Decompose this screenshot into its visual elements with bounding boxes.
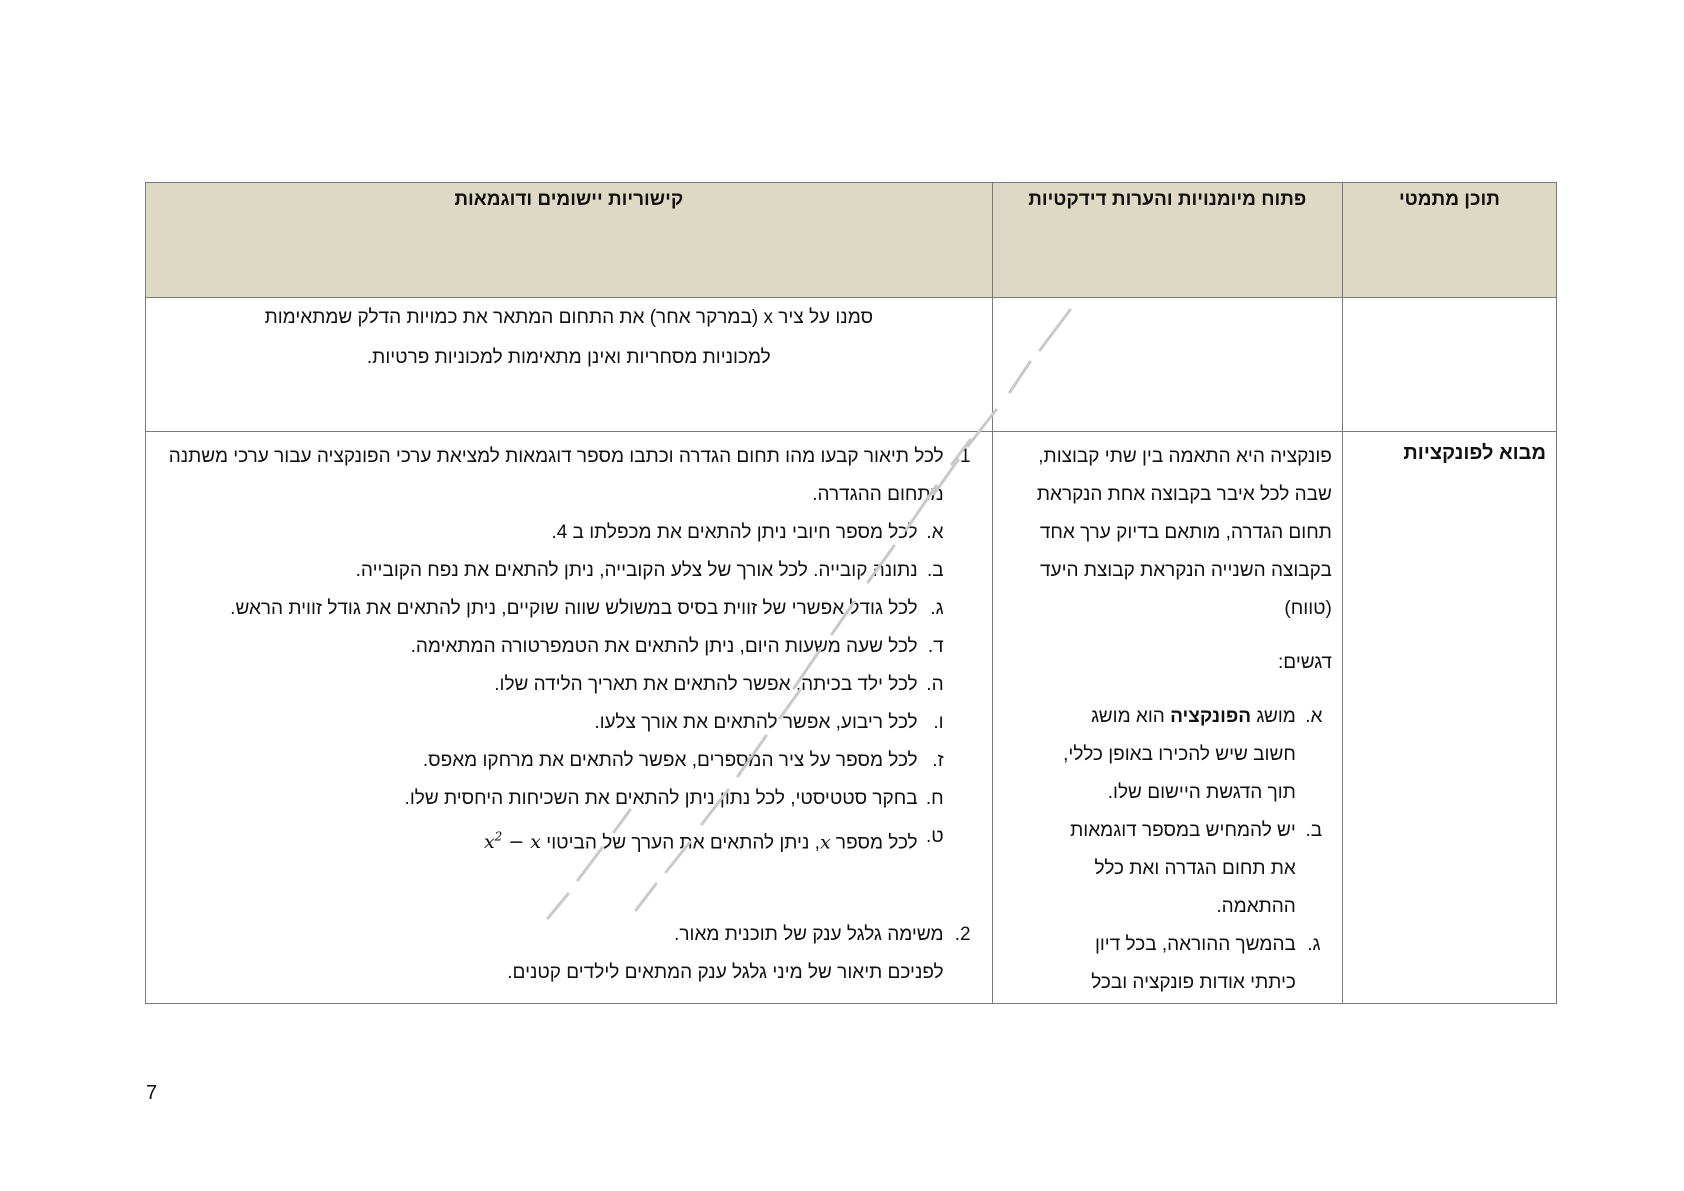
list-item-text: לכל מספר חיובי ניתן להתאים את מכפלתו ב 4. — [551, 522, 918, 543]
task-number: 2. — [954, 924, 971, 946]
list-item-text: לכל מספר על ציר המספרים, אפשר להתאים את מרחקו מאפס. — [422, 750, 918, 771]
list-item — [158, 514, 944, 552]
list-item — [158, 552, 944, 590]
task-title: משימה גלגל ענק של תוכנית מאור. — [674, 924, 944, 946]
page-number: 7 — [146, 1082, 158, 1104]
list-marker: א. — [926, 522, 944, 543]
task-body — [158, 916, 944, 992]
list-marker: א. — [1305, 706, 1323, 727]
header-applications-examples: קישוריות יישומים ודוגמאות — [146, 183, 993, 298]
list-item-text: בחקר סטטיסטי, לכל נתון ניתן להתאים את השכיחות היחסית שלו. — [404, 788, 918, 809]
list-item-text — [158, 818, 918, 862]
list-marker: ו. — [933, 712, 944, 733]
list-marker: ב. — [926, 560, 944, 581]
list-item-text: נתונה קובייה. לכל אורך של צלע הקובייה, ניתן להתאים את נפח הקובייה. — [355, 560, 918, 581]
list-item — [1001, 926, 1332, 1002]
header-math-content: תוכן מתמטי — [1342, 183, 1556, 298]
applications-examples — [146, 432, 992, 992]
list-item-text: לכל שעה משעות היום, ניתן להתאים את הטמפרטורה המתאימה. — [410, 636, 918, 657]
emphasis-bold-term: הפונקציה — [1170, 706, 1252, 727]
list-item — [1001, 812, 1332, 926]
formula-rest: − x — [502, 831, 542, 854]
task-1-items — [158, 514, 982, 862]
curriculum-table — [145, 182, 1557, 1004]
list-item — [158, 780, 944, 818]
list-item-text: לכל גודל אפשרי של זווית בסיס במשולש שווה שוקיים, ניתן להתאים את גודל זווית הראש. — [230, 598, 918, 619]
row2-content-cell — [1342, 432, 1556, 1004]
table-row — [146, 432, 1557, 1004]
list-item-text: לכל ריבוע, אפשר להתאים את אורך צלעו. — [594, 712, 918, 733]
list-item-text: לכל ילד בכיתה, אפשר להתאים את תאריך הלידה שלו. — [494, 674, 918, 695]
list-marker: ה. — [926, 674, 944, 695]
list-item — [158, 666, 944, 704]
list-item — [158, 818, 944, 862]
list-item — [158, 590, 944, 628]
math-variable: x — [819, 831, 831, 854]
emphases-list — [1001, 698, 1332, 1002]
emphasis-text-part: מושג — [1251, 706, 1296, 727]
list-marker: ד. — [927, 636, 944, 657]
task-body — [158, 438, 944, 514]
emphasis-text-part: הוא מושג חשוב שיש להכירו באופן כללי, תוך הדגשת היישום שלו. — [1063, 706, 1296, 803]
list-marker: ח. — [925, 788, 944, 809]
instruction-line-1: סמנו על ציר x (במרקר אחר) את התחום המתאר את כמויות הדלק שמתאימות — [264, 307, 874, 328]
topic-intro-functions: מבוא לפונקציות — [1403, 442, 1546, 464]
row1-skills-cell — [992, 298, 1342, 432]
fuel-range-instruction — [146, 298, 992, 378]
list-item — [158, 704, 944, 742]
row1-applications-cell — [146, 298, 993, 432]
emphasis-text — [1001, 698, 1296, 812]
row1-content-cell — [1342, 298, 1556, 432]
list-item — [158, 742, 944, 780]
task-2 — [158, 916, 982, 992]
list-item — [1001, 698, 1332, 812]
formula-exponent: 2 — [494, 830, 503, 844]
instruction-line-2: למכוניות מסחריות ואינן מתאימות למכוניות פרטיות. — [366, 347, 771, 368]
list-marker: ט. — [925, 826, 944, 847]
row2-applications-cell — [146, 432, 993, 1004]
item-text-part: לכל מספר — [830, 832, 918, 854]
emphasis-text: בהמשך ההוראה, בכל דיון כיתתי אודות פונקציה ובכל — [1091, 934, 1296, 993]
list-item — [158, 628, 944, 666]
function-definition: פונקציה היא התאמה בין שתי קבוצות, שבה לכל איבר בקבוצה אחת הנקראת תחום הגדרה, מותאם בדיוק ערך אחד בקבוצה השנייה הנקראת קבוצת היעד (טווח) — [1036, 446, 1332, 619]
item-text-part: , ניתן להתאים את הערך של הביטוי — [541, 832, 820, 854]
task-1 — [158, 438, 982, 514]
formula-base: x — [483, 831, 495, 854]
row2-skills-cell — [992, 432, 1342, 1004]
task-intro: לכל תיאור קבעו מהו תחום הגדרה וכתבו מספר דוגמאות למציאת ערכי הפונקציה עבור ערכי משתנה מתחום ההגדרה. — [168, 446, 944, 505]
list-marker: ב. — [1305, 820, 1323, 841]
list-marker: ג. — [930, 598, 944, 619]
list-marker: ז. — [932, 750, 944, 771]
skills-notes — [993, 432, 1342, 1002]
task-number: 1. — [954, 446, 971, 467]
table-header-row — [146, 183, 1557, 298]
math-expression — [484, 831, 541, 853]
task-line: לפניכם תיאור של מיני גלגל ענק המתאים לילדים קטנים. — [507, 962, 944, 984]
emphasis-text: יש להמחיש במספר דוגמאות את תחום הגדרה ואת כלל ההתאמה. — [1070, 820, 1296, 917]
list-marker: ג. — [1307, 934, 1321, 955]
header-skills-notes: פתוח מיומנויות והערות דידקטיות — [992, 183, 1342, 298]
emphases-label: דגשים: — [1278, 652, 1332, 673]
table-row — [146, 298, 1557, 432]
